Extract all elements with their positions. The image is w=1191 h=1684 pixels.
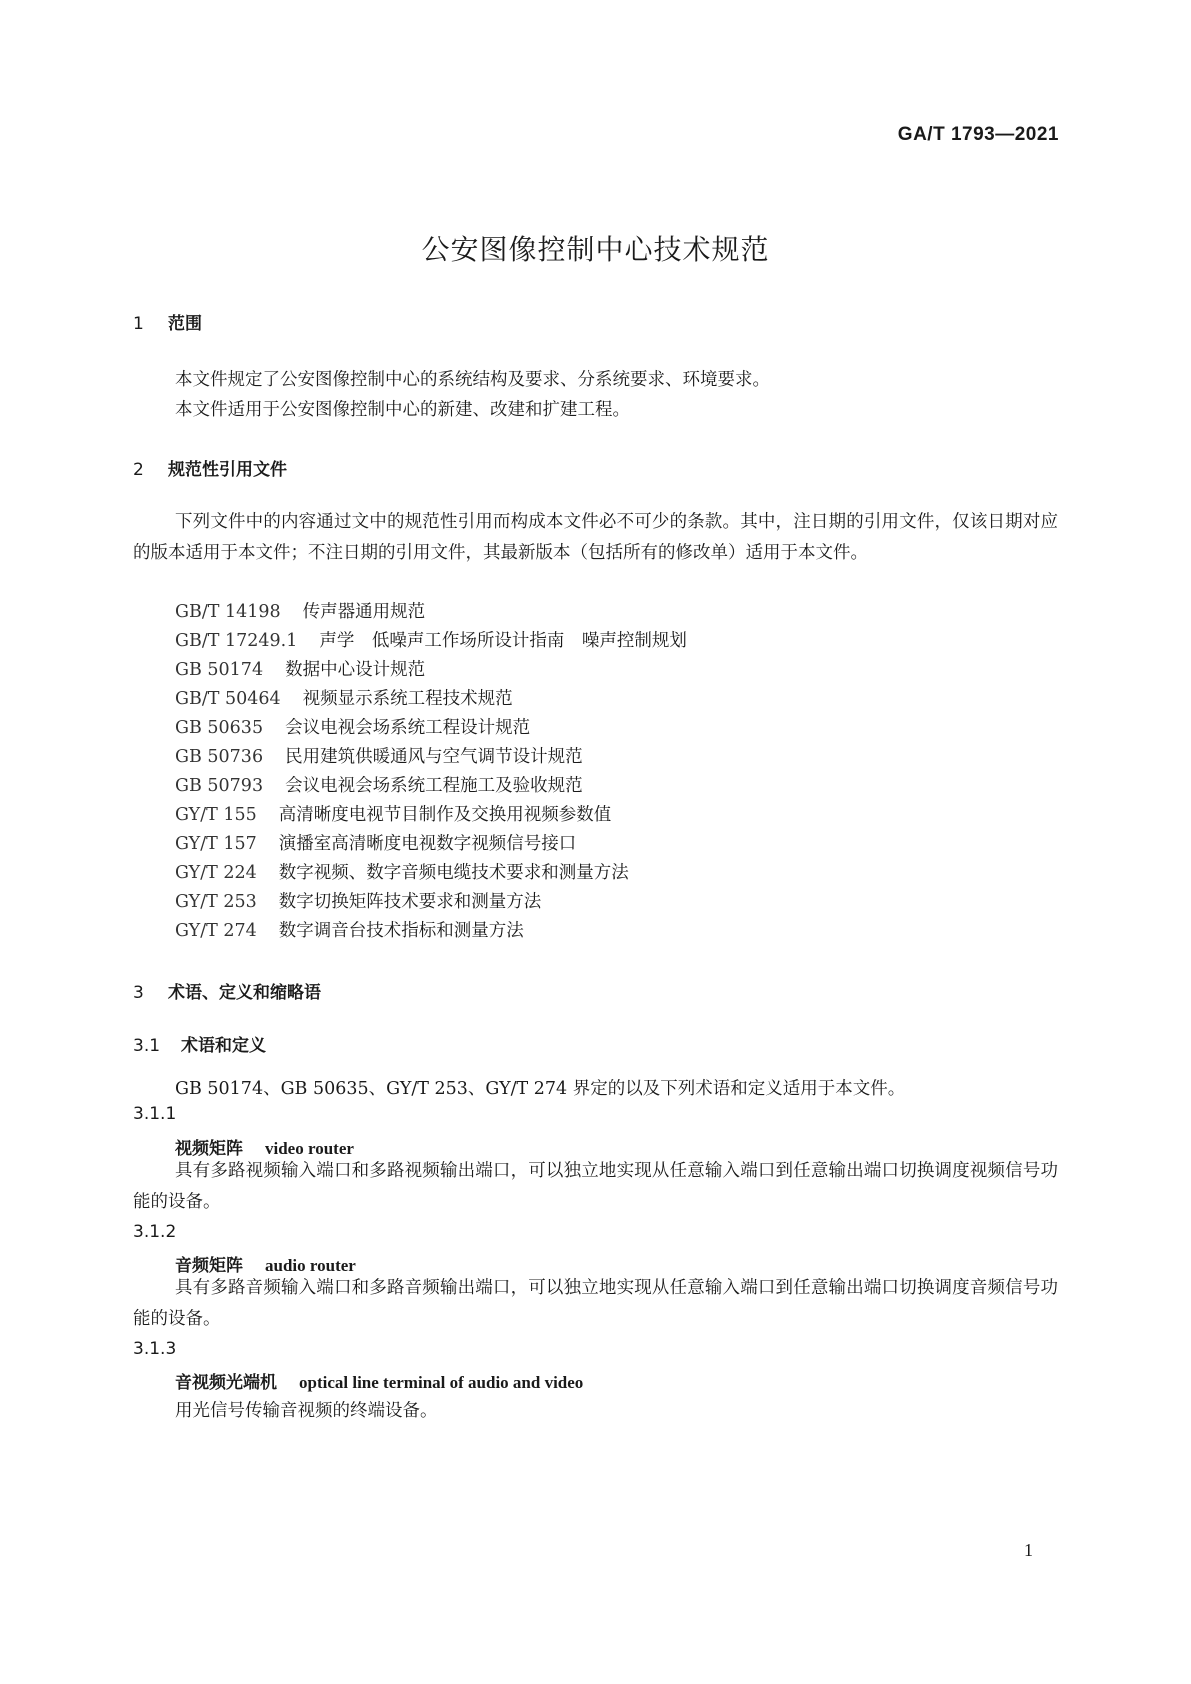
reference-title: 数据中心设计规范 bbox=[285, 660, 426, 680]
term-zh: 音视频光端机 bbox=[175, 1373, 277, 1393]
page-number: 1 bbox=[1024, 1540, 1033, 1560]
reference-item bbox=[175, 656, 425, 681]
section-2-heading bbox=[133, 455, 287, 480]
reference-title: 会议电视会场系统工程施工及验收规范 bbox=[285, 776, 583, 796]
subsection-number: 3.1 bbox=[133, 1036, 161, 1056]
reference-item bbox=[175, 714, 530, 739]
term-number: 3.1.3 bbox=[133, 1339, 177, 1359]
reference-code: GB/T 17249.1 bbox=[175, 631, 298, 651]
term-zh: 视频矩阵 bbox=[175, 1139, 243, 1159]
reference-code: GY/T 155 bbox=[175, 805, 257, 825]
term-definition: 具有多路音频输入端口和多路音频输出端口，可以独立地实现从任意输入端口到任意输出端口切换调度音频信号功能的设备。 bbox=[133, 1278, 1058, 1329]
reference-title: 高清晰度电视节目制作及交换用视频参数值 bbox=[278, 805, 612, 825]
paragraph: 本文件适用于公安图像控制中心的新建、改建和扩建工程。 bbox=[175, 400, 630, 420]
document-title: 公安图像控制中心技术规范 bbox=[421, 233, 770, 266]
reference-title: 数字视频、数字音频电缆技术要求和测量方法 bbox=[278, 863, 629, 883]
section-title: 规范性引用文件 bbox=[168, 460, 287, 480]
reference-code: GB 50635 bbox=[175, 718, 264, 738]
section-3-heading bbox=[133, 978, 321, 1003]
term-en: optical line terminal of audio and video bbox=[299, 1373, 584, 1392]
subsection-title: 术语和定义 bbox=[181, 1036, 266, 1056]
reference-code: GY/T 274 bbox=[175, 921, 257, 941]
reference-code: GB/T 50464 bbox=[175, 689, 281, 709]
reference-title: 声学 低噪声工作场所设计指南 噪声控制规划 bbox=[319, 631, 687, 651]
subsection-3-1-heading bbox=[133, 1031, 266, 1056]
section-1-heading bbox=[133, 309, 202, 334]
reference-code: GB 50793 bbox=[175, 776, 264, 796]
reference-item bbox=[175, 772, 583, 797]
term-heading bbox=[175, 1368, 583, 1393]
reference-item bbox=[175, 830, 576, 855]
term-definition: 用光信号传输音视频的终端设备。 bbox=[175, 1401, 438, 1421]
terms-intro: GB 50174、GB 50635、GY/T 253、GY/T 274 界定的以及下列术语和定义适用于本文件。 bbox=[175, 1079, 906, 1099]
reference-code: GY/T 157 bbox=[175, 834, 257, 854]
term-zh: 音频矩阵 bbox=[175, 1256, 243, 1276]
reference-item bbox=[175, 627, 687, 652]
reference-item bbox=[175, 888, 541, 913]
reference-item bbox=[175, 801, 611, 826]
reference-item bbox=[175, 743, 583, 768]
section-number: 2 bbox=[133, 460, 144, 480]
reference-item bbox=[175, 685, 513, 710]
reference-code: GB 50736 bbox=[175, 747, 264, 767]
paragraph: 本文件规定了公安图像控制中心的系统结构及要求、分系统要求、环境要求。 bbox=[175, 370, 770, 390]
reference-title: 会议电视会场系统工程设计规范 bbox=[285, 718, 531, 738]
reference-code: GY/T 253 bbox=[175, 892, 257, 912]
reference-title: 民用建筑供暖通风与空气调节设计规范 bbox=[285, 747, 583, 767]
section-title: 术语、定义和缩略语 bbox=[168, 983, 321, 1003]
reference-title: 演播室高清晰度电视数字视频信号接口 bbox=[278, 834, 577, 854]
term-number: 3.1.1 bbox=[133, 1104, 177, 1124]
standard-number: GA/T 1793—2021 bbox=[897, 124, 1059, 145]
reference-title: 数字调音台技术指标和测量方法 bbox=[278, 921, 524, 941]
reference-item bbox=[175, 859, 629, 884]
reference-item bbox=[175, 598, 425, 623]
term-en: video router bbox=[265, 1139, 354, 1158]
reference-code: GY/T 224 bbox=[175, 863, 257, 883]
reference-code: GB 50174 bbox=[175, 660, 264, 680]
section-title: 范围 bbox=[168, 314, 202, 334]
reference-title: 视频显示系统工程技术规范 bbox=[302, 689, 513, 709]
reference-title: 数字切换矩阵技术要求和测量方法 bbox=[278, 892, 542, 912]
reference-item bbox=[175, 917, 524, 942]
references-intro: 下列文件中的内容通过文中的规范性引用而构成本文件必不可少的条款。其中，注日期的引用文件，仅该日期对应的版本适用于本文件；不注日期的引用文件，其最新版本（包括所有的修改单）适用于本文件。 bbox=[133, 512, 1058, 563]
term-definition: 具有多路视频输入端口和多路视频输出端口，可以独立地实现从任意输入端口到任意输出端口切换调度视频信号功能的设备。 bbox=[133, 1161, 1058, 1212]
term-number: 3.1.2 bbox=[133, 1222, 177, 1242]
term-en: audio router bbox=[265, 1256, 356, 1275]
reference-title: 传声器通用规范 bbox=[302, 602, 426, 622]
section-number: 3 bbox=[133, 983, 144, 1003]
reference-code: GB/T 14198 bbox=[175, 602, 281, 622]
section-number: 1 bbox=[133, 314, 144, 334]
